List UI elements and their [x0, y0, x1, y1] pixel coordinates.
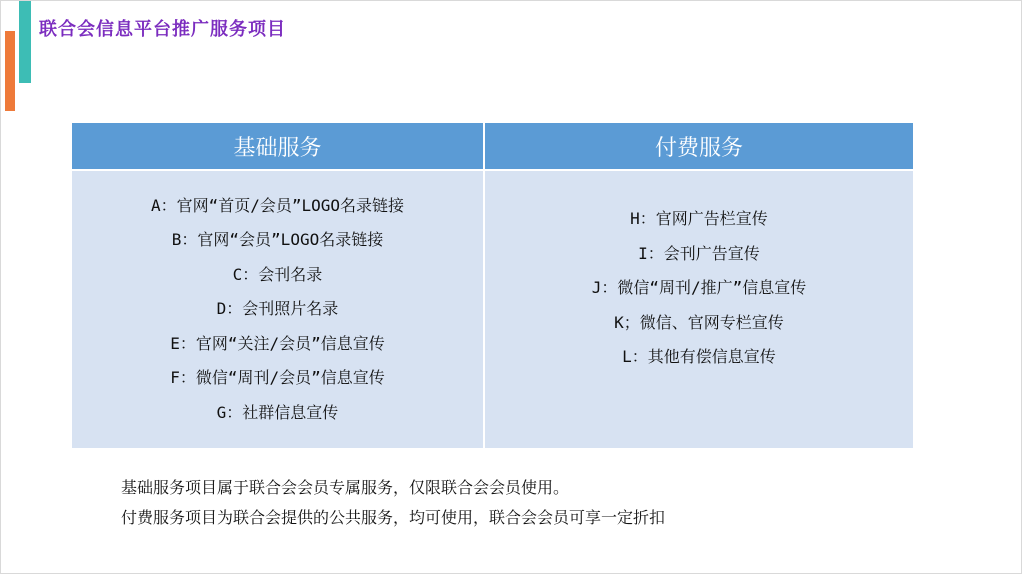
- list-item: K；微信、官网专栏宣传: [614, 312, 784, 332]
- list-item: D：会刊照片名录: [216, 299, 339, 319]
- list-item: L：其他有偿信息宣传: [622, 347, 776, 366]
- notes: [121, 473, 665, 533]
- accent-bar-orange: [5, 31, 15, 111]
- list-item: F：微信“周刊/会员”信息宣传: [170, 368, 385, 388]
- list-item: I：会刊广告宣传: [638, 243, 760, 263]
- services-table: [72, 123, 913, 448]
- list-item: C：会刊名录: [232, 264, 323, 284]
- header-paid-services: 付费服务: [484, 123, 913, 170]
- list-item: G：社群信息宣传: [216, 402, 339, 422]
- accent-bar-teal: [19, 1, 31, 83]
- list-item: A：官网“首页/会员”LOGO名录链接: [150, 195, 405, 215]
- page-title: 联合会信息平台推广服务项目: [39, 19, 286, 40]
- list-item: B：官网“会员”LOGO名录链接: [171, 230, 384, 250]
- list-item: J：微信“周刊/推广”信息宣传: [591, 278, 807, 297]
- table-header-row: [72, 123, 913, 170]
- list-item: E：官网“关注/会员”信息宣传: [170, 333, 385, 353]
- note-paid: 付费服务项目为联合会提供的公共服务，均可使用，联合会会员可享一定折扣: [121, 508, 666, 527]
- paid-services-cell: [484, 170, 913, 448]
- list-item: H：官网广告栏宣传: [630, 209, 768, 228]
- table-row: [72, 170, 913, 448]
- note-basic: 基础服务项目属于联合会会员专属服务，仅限联合会会员使用。: [121, 478, 570, 497]
- basic-services-cell: [72, 170, 484, 448]
- header-basic-services: 基础服务: [72, 123, 484, 170]
